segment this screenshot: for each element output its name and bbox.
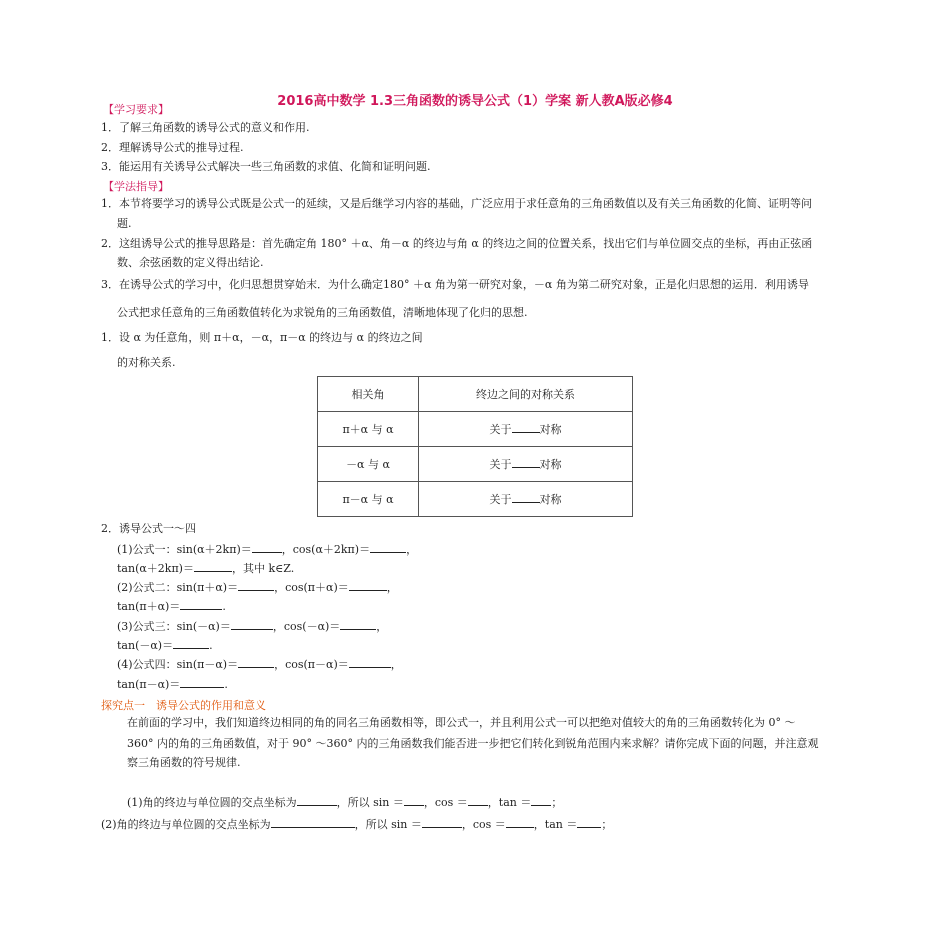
question-text: ，所以 sin ＝ [354, 818, 422, 831]
question-2-header: 2．诱导公式一～四 [101, 522, 196, 535]
section-header-requirements: 【学习要求】 [103, 103, 169, 116]
formula-text: ，其中 k∈Z. [231, 562, 295, 575]
question-text: ； [551, 796, 563, 809]
guide-para-1-line-2: 题. [117, 217, 132, 230]
formula-text: ，cos(π＋α)＝ [274, 581, 349, 594]
blank-answer-field[interactable] [252, 541, 282, 553]
table-header-symmetry: 终边之间的对称关系 [419, 377, 633, 412]
formula-4-line-2 [117, 676, 228, 692]
formula-text: (4)公式四：sin(π－α)＝ [117, 658, 239, 671]
explore-section-header: 探究点一 诱导公式的作用和意义 [101, 699, 266, 712]
question-text: (2)角的终边与单位圆的交点坐标为 [101, 818, 271, 831]
requirement-item-3: 3．能运用有关诱导公式解决一些三角函数的求值、化简和证明问题. [101, 160, 431, 173]
question-text: (1)角的终边与单位圆的交点坐标为 [127, 796, 297, 809]
formula-text: . [209, 639, 213, 652]
blank-answer-field[interactable] [468, 794, 488, 806]
formula-2-line-1 [117, 579, 398, 595]
question-text: ，cos ＝ [461, 818, 506, 831]
cell-text-pre: 关于 [489, 458, 512, 471]
explore-para-line-1: 在前面的学习中，我们知道终边相同的角的同名三角函数相等，即公式一，并且利用公式一可以把绝对值较大的角的三角函数转化为 0° ～ [127, 716, 796, 729]
blank-answer-field[interactable] [238, 579, 274, 591]
formula-1-line-2 [117, 560, 294, 576]
table-row [318, 482, 633, 517]
blank-answer-field[interactable] [231, 618, 273, 630]
question-text: ，cos ＝ [423, 796, 468, 809]
table-cell-symmetry [419, 412, 633, 447]
formula-text: tan(π＋α)＝ [117, 600, 181, 613]
blank-answer-field[interactable] [180, 676, 224, 688]
cell-text-post: 对称 [539, 423, 562, 436]
explore-question-2 [101, 816, 612, 832]
blank-answer-field[interactable] [340, 618, 376, 630]
explore-question-1 [127, 794, 562, 810]
formula-text: ， [390, 658, 402, 671]
formula-3-line-2 [117, 637, 213, 653]
table-cell-symmetry [419, 482, 633, 517]
blank-answer-field[interactable] [349, 579, 387, 591]
table-cell-angle: －α 与 α [318, 447, 419, 482]
explore-para-line-3: 察三角函数的符号规律. [127, 756, 241, 769]
blank-answer-field[interactable] [173, 637, 209, 649]
explore-para-line-2: 360° 内的角的三角函数值，对于 90° ～360° 内的三角函数我们能否进一步把它们转化到锐角范围内来求解？请你完成下面的问题，并注意观 [127, 737, 819, 750]
blank-answer-field[interactable] [512, 456, 540, 468]
section-header-guide: 【学法指导】 [103, 180, 169, 193]
formula-text: ，cos(－α)＝ [272, 620, 341, 633]
cell-text-pre: 关于 [489, 423, 512, 436]
table-cell-angle: π－α 与 α [318, 482, 419, 517]
formula-text: (2)公式二：sin(π＋α)＝ [117, 581, 239, 594]
formula-text: . [224, 678, 228, 691]
blank-answer-field[interactable] [349, 656, 391, 668]
table-row [318, 412, 633, 447]
table-header-angle: 相关角 [318, 377, 419, 412]
formula-text: (3)公式三：sin(－α)＝ [117, 620, 231, 633]
blank-answer-field[interactable] [422, 816, 462, 828]
question-text: ，tan ＝ [487, 796, 532, 809]
requirement-item-1: 1．了解三角函数的诱导公式的意义和作用. [101, 121, 310, 134]
table-header-row [318, 377, 633, 412]
blank-answer-field[interactable] [531, 794, 551, 806]
table-cell-symmetry [419, 447, 633, 482]
formula-text: ， [376, 620, 388, 633]
cell-text-pre: 关于 [489, 493, 512, 506]
formula-text: ， [406, 543, 418, 556]
page-title: 2016高中数学 1.3三角函数的诱导公式（1）学案 新人教A版必修4 [277, 94, 673, 109]
blank-answer-field[interactable] [577, 816, 601, 828]
formula-text: . [222, 600, 226, 613]
formula-2-line-2 [117, 598, 226, 614]
question-text: ，tan ＝ [533, 818, 578, 831]
symmetry-table [317, 376, 633, 517]
formula-text: (1)公式一：sin(α＋2kπ)＝ [117, 543, 252, 556]
question-1-line-1: 1．设 α 为任意角，则 π＋α，－α，π－α 的终边与 α 的终边之间 [101, 331, 423, 344]
formula-text: tan(－α)＝ [117, 639, 174, 652]
question-text: ，所以 sin ＝ [336, 796, 404, 809]
formula-1-line-1 [117, 541, 417, 557]
formula-text: tan(π－α)＝ [117, 678, 181, 691]
guide-para-1-line-1: 1．本节将要学习的诱导公式既是公式一的延续，又是后继学习内容的基础，广泛应用于求任意角的三角函数值以及有关三角函数的化简、证明等问 [101, 197, 812, 210]
blank-answer-field[interactable] [180, 598, 222, 610]
formula-text: ， [386, 581, 398, 594]
guide-para-2-line-2: 数、余弦函数的定义得出结论. [117, 256, 264, 269]
question-text: ； [601, 818, 613, 831]
requirement-item-2: 2．理解诱导公式的推导过程. [101, 141, 244, 154]
guide-para-2-line-1: 2．这组诱导公式的推导思路是：首先确定角 180° ＋α、角－α 的终边与角 α 的终边之间的位置关系，找出它们与单位圆交点的坐标，再由正弦函 [101, 237, 813, 250]
blank-answer-field[interactable] [271, 816, 355, 828]
formula-text: ，cos(α＋2kπ)＝ [281, 543, 371, 556]
blank-answer-field[interactable] [297, 794, 337, 806]
formula-text: ，cos(π－α)＝ [274, 658, 349, 671]
blank-answer-field[interactable] [506, 816, 534, 828]
question-1-line-2: 的对称关系. [117, 356, 176, 369]
blank-answer-field[interactable] [194, 560, 232, 572]
formula-4-line-1 [117, 656, 402, 672]
guide-para-3-line-2: 公式把求任意角的三角函数值转化为求锐角的三角函数值，清晰地体现了化归的思想. [117, 306, 528, 319]
blank-answer-field[interactable] [404, 794, 424, 806]
cell-text-post: 对称 [539, 493, 562, 506]
blank-answer-field[interactable] [512, 491, 540, 503]
cell-text-post: 对称 [539, 458, 562, 471]
table-cell-angle: π＋α 与 α [318, 412, 419, 447]
blank-answer-field[interactable] [512, 421, 540, 433]
blank-answer-field[interactable] [238, 656, 274, 668]
table-row [318, 447, 633, 482]
formula-3-line-1 [117, 618, 387, 634]
guide-para-3-line-1: 3．在诱导公式的学习中，化归思想贯穿始末．为什么确定180° ＋α 角为第一研究对象，－α 角为第二研究对象，正是化归思想的运用．利用诱导 [101, 278, 809, 291]
blank-answer-field[interactable] [370, 541, 406, 553]
formula-text: tan(α＋2kπ)＝ [117, 562, 194, 575]
